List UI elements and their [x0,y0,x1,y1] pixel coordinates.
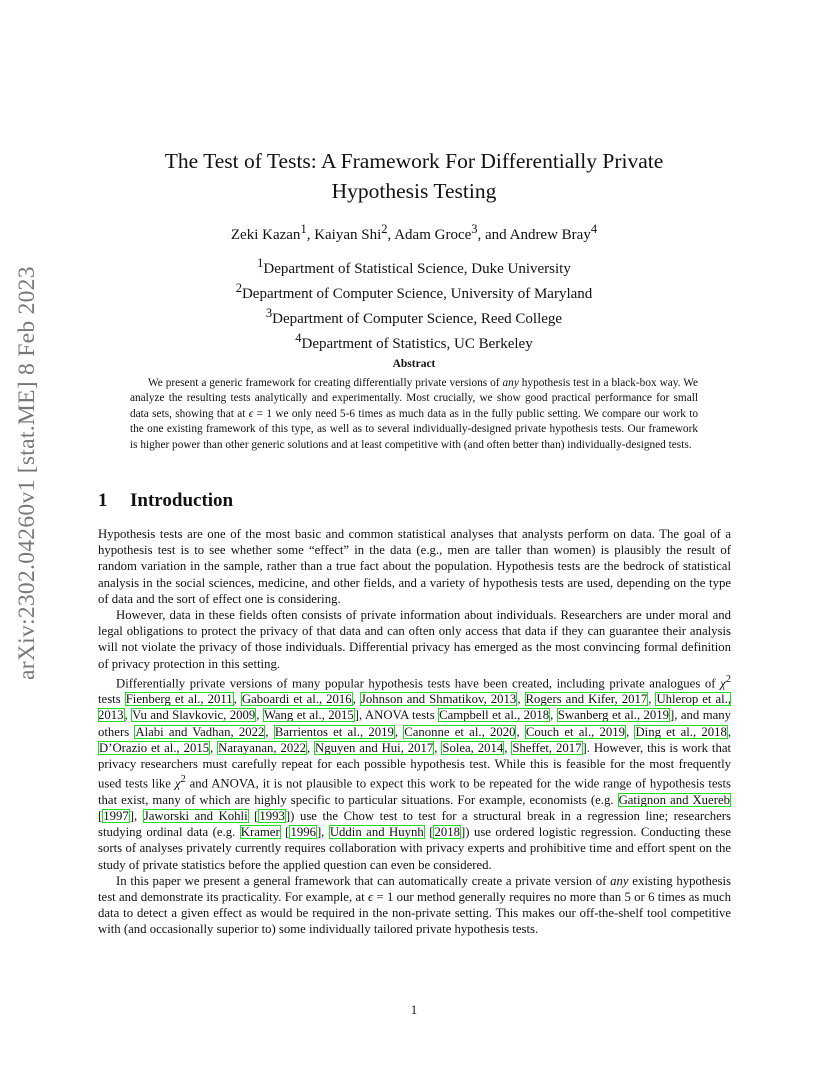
text-run: , [265,724,274,739]
author-separator: , [387,227,395,243]
text-run: [ [424,825,434,840]
affiliation-line [0,304,828,329]
author-list [0,222,828,244]
section-number: 1 [98,490,108,511]
affiliation-text: Department of Computer Science, University of Maryland [241,286,593,302]
citation-link[interactable]: Jaworski and Kohli [143,808,248,823]
emphasis-text: χ [174,776,181,791]
citation-link[interactable]: Canonne et al., 2020 [404,724,516,739]
affiliation-mark: 4 [295,331,302,345]
title-line-2: Hypothesis Testing [331,179,497,203]
text-run: = 1 we only need 5-6 times as much data as in the fully public setting. We compare our work to the one existing framework of this type, as well as to several individually-designed private hypothesis tests. Our framework is higher power than other generic solutions and at least competitive with (and often better than) individually-designed tests. [130,407,698,451]
emphasis-text: ϵ [367,889,374,904]
superscript: 2 [725,673,731,685]
text-run: tests [98,692,125,707]
author-name: Adam Groce [394,227,472,243]
author-separator: , and [477,227,510,243]
affiliation-line [0,279,828,304]
author-name: Zeki Kazan [230,227,301,243]
affiliation-line [0,254,828,279]
citation-link[interactable]: Couch et al., 2019 [525,724,626,739]
body-paragraph [98,873,731,938]
text-run: hypothesis test in a black-box way. We analyze the resulting tests analytically and experimentally. Most crucially, we show good practical performance for small data sets, showing that at [130,377,699,420]
emphasis-text: any [502,377,519,389]
text-run: existing hypothesis test and demonstrate its practicality. For example, at [98,873,731,904]
emphasis-text: ϵ [248,407,254,420]
section-heading [98,490,233,512]
citation-link[interactable]: Uhlerop et al., 2013 [98,692,732,723]
affiliation-mark: 3 [265,306,273,320]
affiliation-mark: 2 [235,281,242,295]
superscript: 2 [180,774,186,786]
title-line-1: The Test of Tests: A Framework For Differentially Private [164,149,664,173]
text-run: , [394,724,404,739]
author-affiliation-mark: 2 [381,222,388,236]
text-run: , [504,740,512,755]
text-run: , [434,740,442,755]
citation-link[interactable]: 1996 [290,825,316,840]
text-run: , [352,692,360,707]
affiliation-mark: 1 [257,256,264,270]
text-run: ], [316,825,329,840]
citation-link[interactable]: Vu and Slavkovic, 2009 [132,708,256,723]
affiliation-line [0,329,828,354]
text-run: , [626,724,635,739]
citation-link[interactable]: Nguyen and Hui, 2017 [315,740,434,755]
text-run: [ [248,808,259,823]
author-name: Andrew Bray [509,227,591,243]
text-run: = 1 our method generally requires no more than 5 or 6 times as much data to detect a given effect as would be required in the non-private setting. This makes our off-the-shelf tool competitive with (and occasionally superior to) some individually tailored private hypothesis tests. [98,889,731,937]
body-text [98,526,731,938]
citation-link[interactable]: Kramer [240,825,280,840]
text-run: , [233,692,241,707]
paper-title [0,146,828,206]
citation-link[interactable]: Swanberg et al., 2019 [557,708,670,723]
emphasis-text: any [610,873,629,888]
citation-link[interactable]: Fienberg et al., 2011 [125,692,233,707]
abstract-heading: Abstract [392,358,436,370]
text-run: , [727,724,732,739]
affiliation-list [0,254,828,354]
text-run: ], [129,808,143,823]
text-run: [ [280,825,290,840]
text-run: [ [98,808,103,823]
page-number: 1 [410,1003,418,1017]
text-run: , [306,740,315,755]
citation-link[interactable]: 2018 [434,825,460,840]
citation-link[interactable]: Gaboardi et al., 2016 [241,692,352,707]
citation-link[interactable]: Uddin and Huynh [329,825,424,840]
citation-link[interactable]: Sheffet, 2017 [512,740,582,755]
text-run: In this paper we present a general framework that can automatically create a private version of [116,873,611,888]
citation-link[interactable]: Wang et al., 2015 [263,708,354,723]
text-run: , [517,692,525,707]
text-run: ]) use the Chow test to test for a structural break in a regression line; researchers studying ordinal data (e.g. [98,808,731,840]
citation-link[interactable]: Rogers and Kifer, 2017 [525,692,648,707]
body-paragraph [98,526,731,607]
text-run: , [124,708,132,723]
text-run: , [648,692,656,707]
text-run: and ANOVA, it is not plausible to expect this work to be repeated for the wide range of hypothesis tests that exist, many of which are highly specific to particular situations. For example, economists (e.g. [98,776,731,807]
affiliation-text: Department of Statistics, UC Berkeley [301,336,533,352]
section-title: Introduction [130,490,234,511]
author-affiliation-mark: 4 [590,222,598,236]
citation-link[interactable]: Ding et al., 2018 [635,724,727,739]
text-run: , [210,740,218,755]
affiliation-text: Department of Statistical Science, Duke University [263,261,571,277]
author-name: Kaiyan Shi [314,227,382,243]
citation-link[interactable]: 1993 [259,808,285,823]
citation-link[interactable]: 1997 [103,808,129,823]
citation-link[interactable]: Alabi and Vadhan, 2022 [135,724,265,739]
body-paragraph [98,607,731,672]
text-run: ]) use ordered logistic regression. Conducting these sorts of analyses privately currently requires collaboration with privacy experts and prohibitive time and effort spent on the study of private statistics before the applied question can even be considered. [98,825,732,872]
citation-link[interactable]: Barrientos et al., 2019 [274,724,394,739]
text-run: Hypothesis tests are one of the most basic and common statistical analyses that analysts perform on data. The goal of a hypothesis test is to see whether some “effect” in the data (e.g., men are taller than women) is plausibly the result of random variation in the sample, rather than a true fact about the population. Hypothesis tests are the bedrock of statistical analysis in the social sciences, medicine, and other fields, and a variety of hypothesis tests are used, depending on the type of data and the sort of effect one is considering. [98,527,731,606]
citation-link[interactable]: Gatignon and Xuereb [618,792,730,807]
text-run: Differentially private versions of many popular hypothesis tests have been created, including private analogues of [116,676,721,691]
text-run: , [516,724,525,739]
text-run: We present a generic framework for creating differentially private versions of [148,377,503,389]
citation-link[interactable]: D’Orazio et al., 2015 [99,740,210,755]
affiliation-text: Department of Computer Science, Reed College [272,311,563,327]
author-affiliation-mark: 3 [471,222,478,236]
emphasis-text: χ [720,676,726,691]
body-paragraph [98,672,731,873]
text-run: However, data in these fields often consists of private information about individuals. Researchers are under moral and legal obligations to protect the privacy of that data and can often only access that data if they can guarantee their analysis will not violate the privacy of those individuals. Differential privacy has emerged as the most convincing formal definition of privacy protection in this setting. [98,608,731,671]
text-run: , [550,708,557,723]
abstract-body [130,376,698,453]
citation-link[interactable]: Narayanan, 2022 [218,740,306,755]
author-affiliation-mark: 1 [300,222,307,236]
citation-link[interactable]: Solea, 2014 [442,740,504,755]
text-run: ], and many others [98,708,732,739]
abstract-paragraph [130,376,698,453]
text-run: ], ANOVA tests [354,708,439,723]
text-run: ]. However, this is work that privacy researchers must carefully repeat for each possible hypothesis test. While this is feasible for the most frequently used tests like [98,740,732,791]
citation-link[interactable]: Campbell et al., 2018 [439,708,550,723]
text-run: , [256,708,263,723]
author-separator: , [306,227,315,243]
citation-link[interactable]: Johnson and Shmatikov, 2013 [360,692,517,707]
